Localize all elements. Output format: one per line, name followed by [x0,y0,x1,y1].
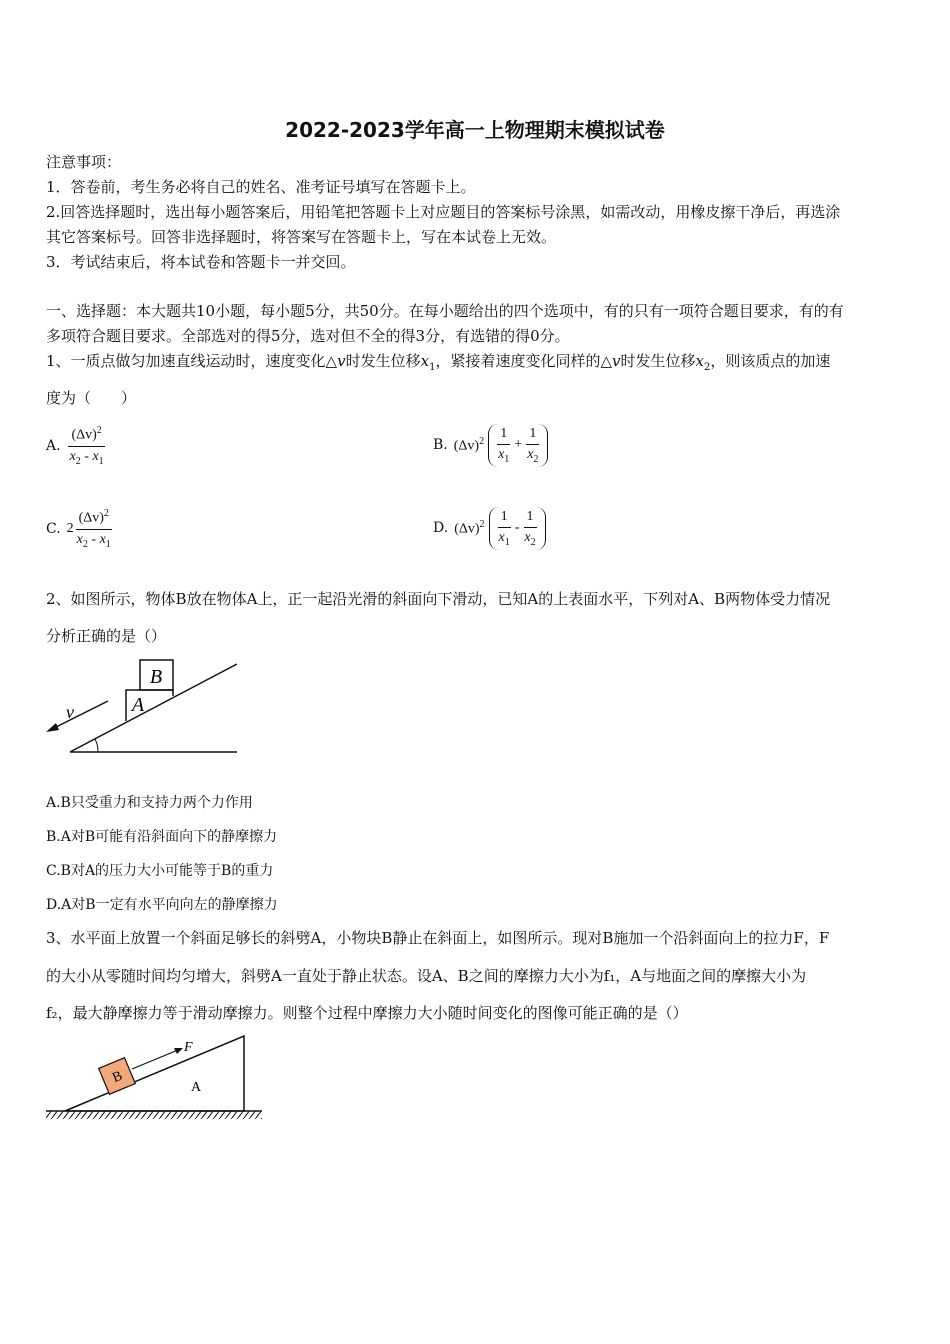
q2-stem-cont: 分析正确的是（） [46,627,167,645]
page-title: 2022-2023学年高一上物理期末模拟试卷 [285,118,665,142]
q2-option-d: D.A对B一定有水平向向左的静摩擦力 [46,897,278,913]
q1-option-a: A. $\frac{(\Delta v)^2}{x_2 - x_1}$ [46,425,104,467]
q3-stem: 3、水平面上放置一个斜面足够长的斜劈A，小物块B静止在斜面上，如图所示。现对B施加一个沿斜面向上的拉力F，F [46,929,830,947]
q2-figure [40,655,245,757]
q1-stem: 1、一质点做匀加速直线运动时，速度变化△v时发生位移$x_1$，紧接着速度变化同样的△v时发生位移$x_2$，则该质点的加速 [46,352,831,373]
force-label: F [184,1040,193,1055]
q2-option-a: A.B只受重力和支持力两个力作用 [46,795,253,811]
block-b-label: B [110,1068,125,1087]
notice-item-2-cont: 其它答案标号。回答非选择题时，将答案写在答题卡上，写在本试卷上无效。 [46,228,557,246]
notice-item-3: 3．考试结束后，将本试卷和答题卡一并交回。 [46,253,356,271]
q3-stem-cont-1: 的大小从零随时间均匀增大，斜劈A一直处于静止状态。设A、B之间的摩擦力大小为f₁，A与地面之间的摩擦大小为 [46,967,807,985]
block-b-label: B [149,666,163,688]
q1-option-d: D. $(\Delta v)^2$ $\frac{1}{x_1}$ - $\frac{1}{x_2}$ [433,507,546,550]
wedge-a [65,1036,244,1111]
notice-heading: 注意事项： [46,153,122,171]
angle-arc [95,739,98,752]
notice-item-2: 2.回答选择题时，选出每小题答案后，用铅笔把答题卡上对应题目的答案标号涂黑，如需改动，用橡皮擦干净后，再选涂 [46,203,841,221]
velocity-label: v [66,702,74,722]
q1-option-c: C. 2 $\frac{(\Delta v)^2}{x_2 - x_1}$ [46,508,111,550]
q1-stem-cont: 度为（ ） [46,389,137,407]
section-heading-cont: 多项符合题目要求。全部选对的得5分，选对但不全的得3分，有选错的得0分。 [46,327,570,345]
velocity-arrowhead [46,723,59,732]
q2-option-b: B.A对B可能有沿斜面向下的静摩擦力 [46,829,278,845]
wedge-a-label: A [190,1080,202,1095]
q1-option-b: B. $(\Delta v)^2$ $\frac{1}{x_1}$ + $\frac{1}{x_2}$ [433,424,548,467]
block-a-label: A [131,694,145,716]
section-heading: 一、选择题：本大题共10小题，每小题5分，共50分。在每小题给出的四个选项中，有的只有一项符合题目要求，有的有 [46,302,844,320]
q3-figure [40,1030,270,1125]
q2-option-c: C.B对A的压力大小可能等于B的重力 [46,863,274,879]
q3-stem-cont-2: f₂，最大静摩擦力等于滑动摩擦力。则整个过程中摩擦力大小随时间变化的图像可能正确的是（） [46,1004,688,1022]
q2-stem: 2、如图所示，物体B放在物体A上，正一起沿光滑的斜面向下滑动，已知A的上表面水平，下列对A、B两物体受力情况 [46,590,831,608]
ground-hatching [46,1111,262,1119]
velocity-arrow [52,701,108,729]
notice-item-1: 1．答卷前，考生务必将自己的姓名、准考证号填写在答题卡上。 [46,178,476,196]
